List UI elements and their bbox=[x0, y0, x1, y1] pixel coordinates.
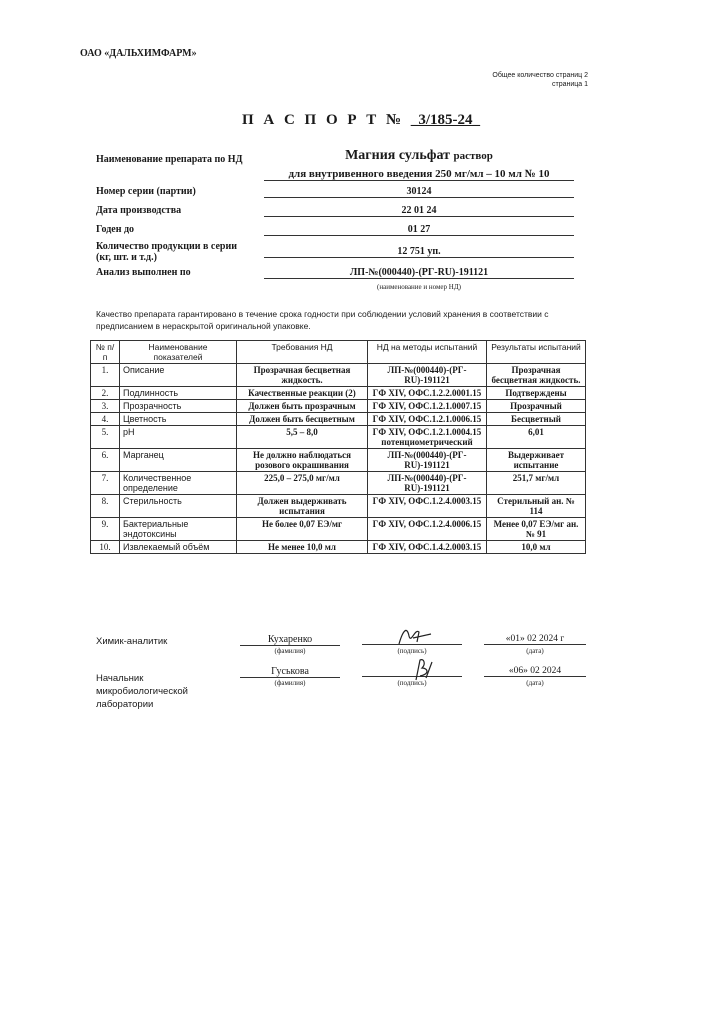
signer1-name-note: (фамилия) bbox=[274, 647, 306, 655]
table-row bbox=[91, 413, 586, 426]
row-result: Прозрачный bbox=[487, 400, 586, 413]
row-requirement: Должен быть прозрачным bbox=[237, 400, 368, 413]
header-methods: НД на методы испытаний bbox=[368, 341, 487, 364]
row-number: 5. bbox=[91, 426, 120, 449]
row-number: 3. bbox=[91, 400, 120, 413]
signer2-date: «06» 02 2024 bbox=[484, 666, 586, 677]
drug-form: раствор bbox=[453, 150, 493, 162]
analysis-label: Анализ выполнен по bbox=[96, 267, 191, 278]
row-number: 10. bbox=[91, 541, 120, 554]
row-method: ГФ XIV, ОФС.1.2.2.0001.15 bbox=[368, 387, 487, 400]
expiry-value: 01 27 bbox=[264, 224, 574, 236]
row-parameter: Прозрачность bbox=[120, 400, 237, 413]
signer1-sign-note: (подпись) bbox=[397, 647, 427, 655]
row-requirement: Качественные реакции (2) bbox=[237, 387, 368, 400]
row-result: 10,0 мл bbox=[487, 541, 586, 554]
row-requirement: Не более 0,07 ЕЭ/мг bbox=[237, 518, 368, 541]
header-number: № п/п bbox=[91, 341, 120, 364]
row-method: ГФ XIV, ОФС.1.2.4.0003.15 bbox=[368, 495, 487, 518]
row-result: Менее 0,07 ЕЭ/мг ан. № 91 bbox=[487, 518, 586, 541]
pages-current: страница 1 bbox=[551, 81, 588, 88]
pages-total: Общее количество страниц 2 bbox=[492, 72, 588, 79]
signer2-sign-note: (подпись) bbox=[397, 679, 427, 687]
qty-label-line1: Количество продукции в серии bbox=[96, 241, 238, 252]
row-parameter: Описание bbox=[120, 364, 237, 387]
row-requirement: Не менее 10,0 мл bbox=[237, 541, 368, 554]
row-parameter: Бактериальные эндотоксины bbox=[120, 518, 237, 541]
row-method: ЛП-№(000440)-(РГ-RU)-191121 bbox=[368, 449, 487, 472]
row-parameter: Стерильность bbox=[120, 495, 237, 518]
drug-description: для внутривенного введения 250 мг/мл – 10 мл № 10 bbox=[264, 168, 574, 181]
row-requirement: 225,0 – 275,0 мг/мл bbox=[237, 472, 368, 495]
row-parameter: Количественное определение bbox=[120, 472, 237, 495]
header-requirements: Требования НД bbox=[237, 341, 368, 364]
row-number: 4. bbox=[91, 413, 120, 426]
row-number: 8. bbox=[91, 495, 120, 518]
table-row bbox=[91, 449, 586, 472]
table-row bbox=[91, 472, 586, 495]
signer2-date-note: (дата) bbox=[526, 679, 544, 687]
row-requirement: Не должно наблюдаться розового окрашивания bbox=[237, 449, 368, 472]
results-table bbox=[90, 340, 586, 554]
row-number: 7. bbox=[91, 472, 120, 495]
table-header-row bbox=[91, 341, 586, 364]
row-method: ЛП-№(000440)-(РГ-RU)-191121 bbox=[368, 472, 487, 495]
table-row bbox=[91, 541, 586, 554]
row-parameter: Извлекаемый объём bbox=[120, 541, 237, 554]
table-row bbox=[91, 400, 586, 413]
header-name: Наименование показателей bbox=[120, 341, 237, 364]
title-prefix: П А С П О Р Т № bbox=[241, 112, 405, 128]
row-requirement: 5,5 – 8,0 bbox=[237, 426, 368, 449]
signer1-name: Кухаренко bbox=[240, 634, 340, 646]
table-row bbox=[91, 364, 586, 387]
row-requirement: Должен выдерживать испытания bbox=[237, 495, 368, 518]
signer1-role: Химик-аналитик bbox=[96, 636, 168, 647]
drug-name-block bbox=[264, 148, 574, 164]
expiry-label: Годен до bbox=[96, 224, 135, 235]
drug-name: Магния сульфат bbox=[345, 148, 451, 163]
row-parameter: Марганец bbox=[120, 449, 237, 472]
row-method: ГФ XIV, ОФС.1.2.1.0004.15 потенциометрический bbox=[368, 426, 487, 449]
row-parameter: Подлинность bbox=[120, 387, 237, 400]
signer1-date-note: (дата) bbox=[526, 647, 544, 655]
quality-statement: Качество препарата гарантировано в течение срока годности при соблюдении условий хранения в соответствии с предписанием в нераскрытой оригинальной упаковке. bbox=[96, 309, 549, 331]
row-parameter: Цветность bbox=[120, 413, 237, 426]
row-method: ЛП-№(000440)-(РГ-RU)-191121 bbox=[368, 364, 487, 387]
qty-label-line2: (кг, шт. и т.д.) bbox=[96, 252, 157, 263]
row-method: ГФ XIV, ОФС.1.2.1.0006.15 bbox=[368, 413, 487, 426]
row-result: 251,7 мг/мл bbox=[487, 472, 586, 495]
row-result: Стерильный ан. № 114 bbox=[487, 495, 586, 518]
qty-label bbox=[96, 241, 261, 263]
table-row bbox=[91, 518, 586, 541]
analysis-note: (наименование и номер НД) bbox=[377, 283, 461, 291]
signer2-role: Начальник микробиологической лаборатории bbox=[96, 673, 188, 710]
row-result: 6,01 bbox=[487, 426, 586, 449]
table-row bbox=[91, 426, 586, 449]
date-value: 22 01 24 bbox=[264, 205, 574, 217]
series-label: Номер серии (партии) bbox=[96, 186, 196, 197]
company-name: ОАО «ДАЛЬХИМФАРМ» bbox=[80, 48, 197, 59]
analysis-value: ЛП-№(000440)-(РГ-RU)-191121 bbox=[264, 267, 574, 279]
table-row bbox=[91, 495, 586, 518]
row-result: Подтверждены bbox=[487, 387, 586, 400]
row-number: 1. bbox=[91, 364, 120, 387]
row-method: ГФ XIV, ОФС.1.4.2.0003.15 bbox=[368, 541, 487, 554]
row-result: Бесцветный bbox=[487, 413, 586, 426]
passport-number: _3/185-24_ bbox=[410, 112, 481, 128]
signer2-name: Гуськова bbox=[240, 666, 340, 678]
table-row bbox=[91, 387, 586, 400]
row-number: 2. bbox=[91, 387, 120, 400]
drug-label: Наименование препарата по НД bbox=[96, 154, 243, 165]
series-value: 30124 bbox=[264, 186, 574, 198]
page-count bbox=[470, 71, 588, 89]
row-result: Выдерживает испытание bbox=[487, 449, 586, 472]
row-requirement: Прозрачная бесцветная жидкость. bbox=[237, 364, 368, 387]
qty-value: 12 751 уп. bbox=[264, 246, 574, 258]
row-method: ГФ XIV, ОФС.1.2.4.0006.15 bbox=[368, 518, 487, 541]
row-result: Прозрачная бесцветная жидкость. bbox=[487, 364, 586, 387]
row-method: ГФ XIV, ОФС.1.2.1.0007.15 bbox=[368, 400, 487, 413]
row-parameter: pH bbox=[120, 426, 237, 449]
row-number: 9. bbox=[91, 518, 120, 541]
signer1-date: «01» 02 2024 г bbox=[484, 634, 586, 645]
document-title bbox=[0, 112, 722, 129]
row-requirement: Должен быть бесцветным bbox=[237, 413, 368, 426]
date-label: Дата производства bbox=[96, 205, 182, 216]
signer2-name-note: (фамилия) bbox=[274, 679, 306, 687]
signer1-signature bbox=[395, 622, 435, 648]
header-results: Результаты испытаний bbox=[487, 341, 586, 364]
row-number: 6. bbox=[91, 449, 120, 472]
